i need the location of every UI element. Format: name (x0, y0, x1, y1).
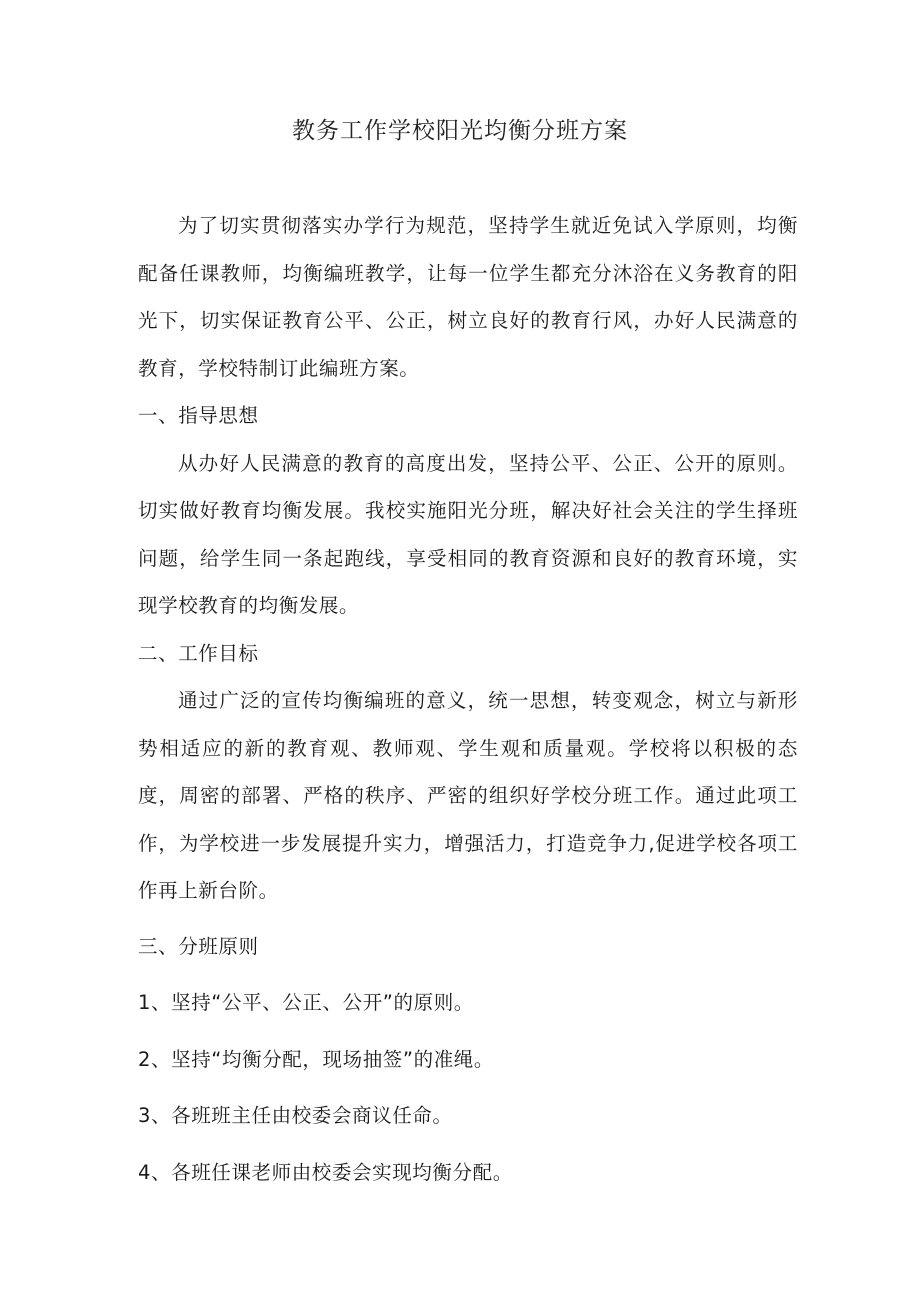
principle-item: 1、坚持“公平、公正、公开”的原则。 (138, 991, 474, 1014)
section-heading-guiding-ideology: 一、指导思想 (138, 404, 259, 427)
section-body-guiding-ideology: 从办好人民满意的教育的高度出发，坚持公平、公正、公开的原则。切实做好教育均衡发展。我校实施阳光分班，解决好社会关注的学生择班问题，给学生同一条起跑线，享受相同的教育资源和良好的教育环境，实现学校教育的均衡发展。 (138, 451, 798, 617)
section-heading-work-goals: 二、工作目标 (138, 641, 259, 665)
principle-item: 3、各班班主任由校委会商议任命。 (138, 1104, 453, 1127)
section-heading-class-principles: 三、分班原则 (138, 934, 259, 958)
intro-paragraph: 为了切实贯彻落实办学行为规范，坚持学生就近免试入学原则，均衡配备任课教师，均衡编班教学，让每一位学生都充分沐浴在义务教育的阳光下，切实保证教育公平、公正，树立良好的教育行风，办好人民满意的教育，学校特制订此编班方案。 (138, 214, 798, 380)
section-body-work-goals: 通过广泛的宣传均衡编班的意义，统一思想，转变观念，树立与新形势相适应的新的教育观、教师观、学生观和质量观。学校将以积极的态度，周密的部署、严格的秩序、严密的组织好学校分班工作。通过此项工作，为学校进一步发展提升实力，增强活力，打造竞争力,促进学校各项工作再上新台阶。 (138, 689, 798, 902)
document-body (138, 202, 798, 1196)
principle-item: 4、各班任课老师由校委会实现均衡分配。 (138, 1160, 513, 1184)
document-title: 教务工作学校阳光均衡分班方案 (292, 118, 628, 144)
principle-item: 2、坚持“均衡分配，现场抽签”的准绳。 (138, 1047, 495, 1071)
